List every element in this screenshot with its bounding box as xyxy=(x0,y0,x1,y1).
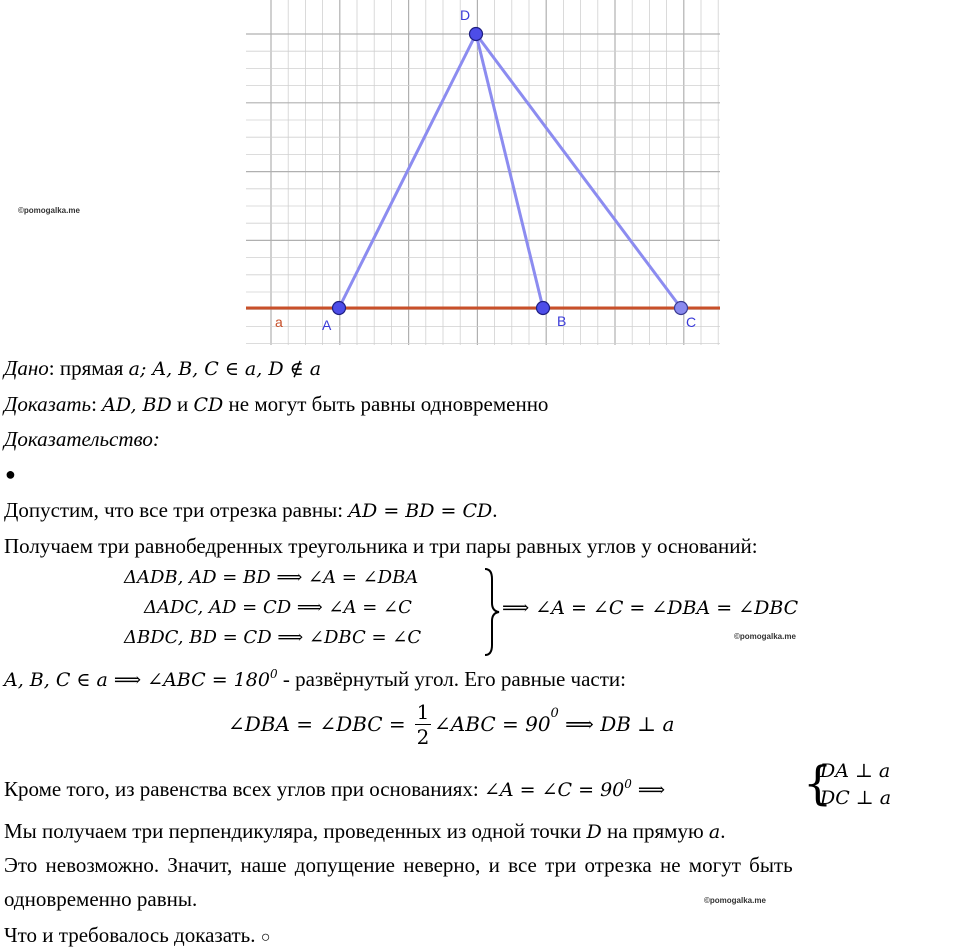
straight-sup: 0 xyxy=(269,667,278,681)
label-c: C xyxy=(686,314,697,330)
suppose-math: AD = BD = CD xyxy=(348,500,493,522)
left-brace: { xyxy=(803,756,833,810)
system-row-1: ΔADB, AD = BD ⟹ ∠A = ∠DBA xyxy=(124,567,419,588)
straight-text: - развёрнутый угол. Его равные части: xyxy=(277,667,627,691)
geometry-figure xyxy=(0,0,960,350)
besides-text: Кроме того, из равенства всех углов при основаниях: xyxy=(4,777,484,801)
besides-result-2: DC ⊥ a xyxy=(820,787,892,809)
proof-label: Доказательство: xyxy=(4,427,160,451)
suppose-line xyxy=(4,497,498,524)
formula xyxy=(228,694,674,754)
point-d xyxy=(470,28,483,41)
label-line-a: a xyxy=(275,314,283,330)
watermark: ©pomogalka.me xyxy=(18,206,80,215)
three-perp-line xyxy=(4,818,725,845)
formula-sup: 0 xyxy=(550,706,559,721)
prove-line xyxy=(4,391,548,418)
qed-mark: ○ xyxy=(260,929,271,946)
label-b: B xyxy=(557,313,567,329)
formula-right: ∠ABC = 90 xyxy=(434,712,551,736)
given-line xyxy=(4,355,321,382)
straight-angle-line xyxy=(4,661,626,693)
besides-arrow: ⟹ xyxy=(631,779,672,801)
formula-left: ∠DBA = ∠DBC = xyxy=(228,712,413,736)
three-perp-a: a xyxy=(708,821,721,843)
bullet: ● xyxy=(5,464,16,484)
prove-math-1: AD, BD xyxy=(102,394,172,416)
given-text: : прямая xyxy=(48,356,129,380)
prove-math-2: CD xyxy=(193,394,224,416)
point-a xyxy=(333,302,346,315)
right-brace xyxy=(482,567,502,657)
qed-line xyxy=(4,922,270,951)
suppose-text: Допустим, что все три отрезка равны: xyxy=(4,498,349,522)
three-perp-mid: на прямую xyxy=(601,819,709,843)
point-c xyxy=(675,302,688,315)
label-a: A xyxy=(322,317,332,333)
besides-math: ∠A = ∠C = 90 xyxy=(483,779,625,801)
besides-sup: 0 xyxy=(624,777,632,791)
besides-result-1: DA ⊥ a xyxy=(820,760,891,782)
straight-math: A, B, C ∈ a ⟹ ∠ABC = 180 xyxy=(4,669,270,691)
three-perp-text: Мы получаем три перпендикуляра, проведенных из одной точки xyxy=(4,819,587,843)
given-math: a; A, B, C ∈ a, D ∉ a xyxy=(128,358,322,380)
suppose-end: . xyxy=(492,498,498,522)
system-result: ⟹ ∠A = ∠C = ∠DBA = ∠DBC xyxy=(502,597,799,619)
system-row-3: ΔBDC, BD = CD ⟹ ∠DBC = ∠C xyxy=(124,627,422,648)
watermark: ©pomogalka.me xyxy=(704,896,766,905)
impossible-line-2: одновременно равны. xyxy=(4,887,198,911)
qed-text: Что и требовалось доказать. xyxy=(4,923,261,947)
given-label: Дано xyxy=(4,356,49,380)
impossible-line-1: Это невозможно. Значит, наше допущение неверно, и все три отрезка не могут быть xyxy=(4,853,793,877)
three-perp-d: D xyxy=(586,821,602,843)
grid xyxy=(246,0,720,345)
triangles-intro: Получаем три равнобедренных треугольника и три пары равных углов у оснований: xyxy=(4,534,758,558)
formula-tail: ⟹ DB ⊥ a xyxy=(558,712,675,736)
fraction-den: 2 xyxy=(416,724,430,749)
prove-label: Доказать xyxy=(4,392,92,416)
watermark: ©pomogalka.me xyxy=(734,632,796,641)
fraction-num: 1 xyxy=(416,699,430,724)
fraction xyxy=(415,700,431,749)
besides-line xyxy=(4,771,671,803)
prove-rest: не могут быть равны одновременно xyxy=(223,392,549,416)
three-perp-end: . xyxy=(720,819,726,843)
label-d: D xyxy=(460,7,471,23)
point-b xyxy=(537,302,550,315)
prove-sep: : xyxy=(91,392,103,416)
prove-and: и xyxy=(171,392,194,416)
system-row-2: ΔADC, AD = CD ⟹ ∠A = ∠C xyxy=(144,597,412,618)
